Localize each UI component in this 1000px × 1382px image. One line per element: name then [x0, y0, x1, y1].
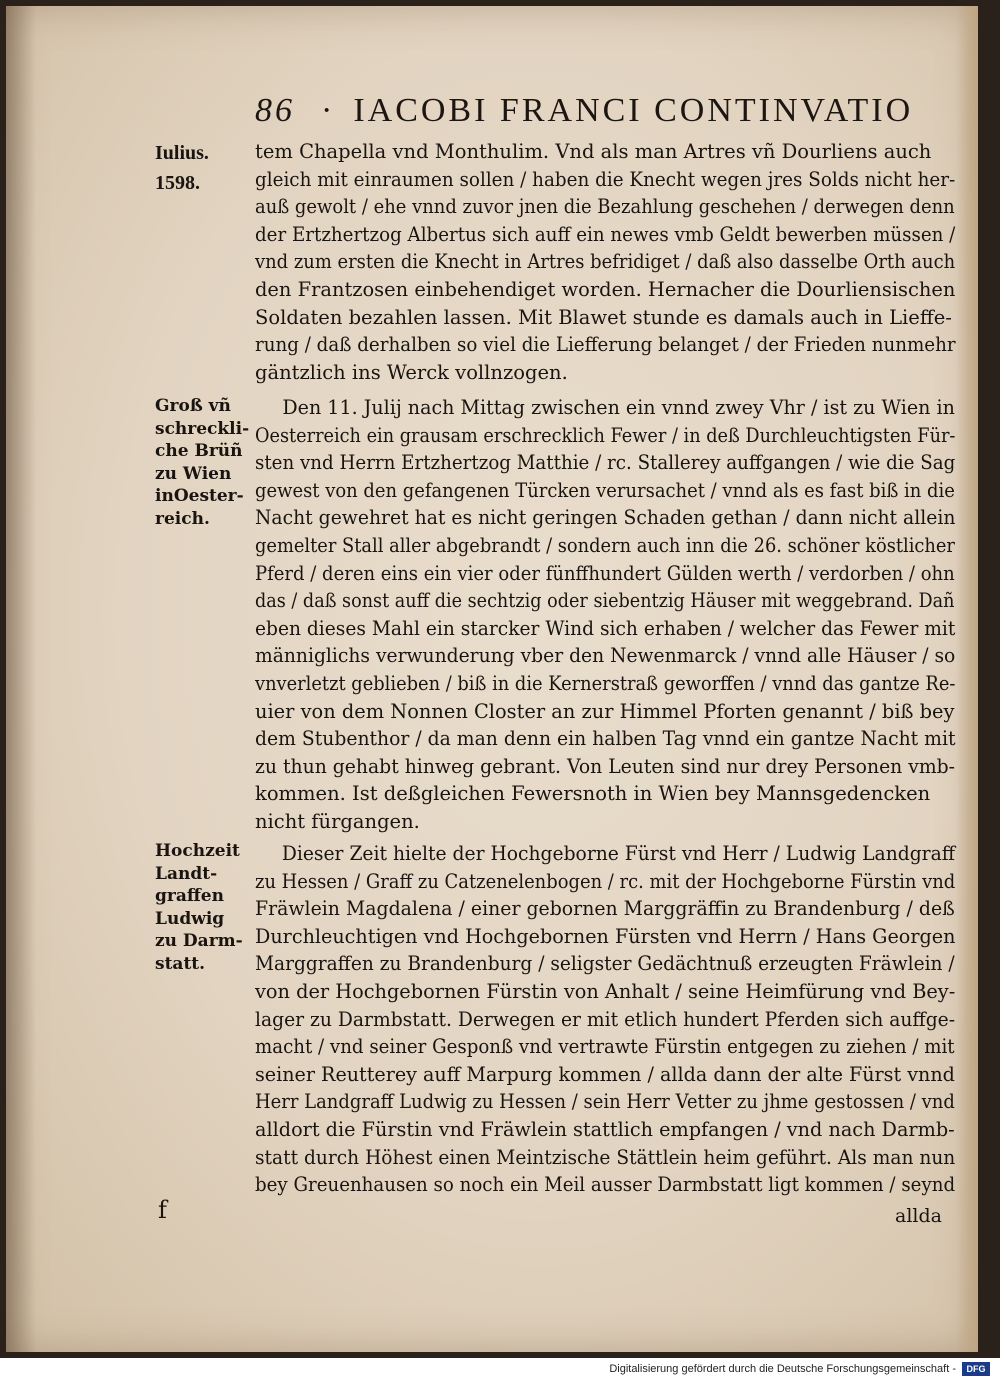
text-line: Nacht gewehret hat es nicht geringen Schaden gethan / dann nicht allein: [255, 506, 956, 530]
text-line: Den 11. Julij nach Mittag zwischen ein vnnd zwey Vhr / ist zu Wien in: [282, 396, 955, 419]
text-line: lager zu Darmbstatt. Derwegen er mit etlich hundert Pferden sich auffge-: [255, 1007, 956, 1031]
margin-note-line: che Brüñ: [155, 441, 243, 461]
text-line: Dieser Zeit hielte der Hochgeborne Fürst vnd Herr / Ludwig Landgraff: [281, 842, 956, 865]
text-line: gäntzlich ins Werck vollnzogen.: [255, 360, 568, 384]
margin-note-fire: [155, 395, 255, 530]
text-line: gleich mit einraumen sollen / haben die Knecht wegen jres Solds nicht her-: [255, 167, 956, 191]
funding-credit: Digitalisierung gefördert durch die Deutsche Forschungsgemeinschaft -: [609, 1363, 956, 1375]
text-line: männiglichs verwunderung vber den Newenmarck / vnnd alle Häuser / so: [255, 644, 956, 668]
catchword: allda: [895, 1205, 942, 1227]
running-title: IACOBI FRANCI CONTINVATIO: [353, 92, 914, 129]
text-line: gemelter Stall aller abgebrandt / sondern auch inn die 26. schöner köstlicher: [255, 533, 955, 557]
text-line: bey Greuenhausen so noch ein Meil ausser Darmbstatt ligt kommen / seynd: [255, 1173, 956, 1197]
margin-note-line: Iulius.: [155, 142, 209, 164]
text-line: den Frantzosen einbehendiget worden. Hernacher die Dourliensischen: [255, 277, 956, 301]
text-line: Herr Landgraff Ludwig zu Hessen / sein Herr Vetter zu jhme gestossen / vnd: [255, 1090, 955, 1114]
margin-note-line: zu Darm-: [155, 931, 243, 951]
dfg-logo: DFG: [962, 1362, 990, 1376]
margin-note-line: Hochzeit: [155, 841, 240, 861]
margin-note-line: zu Wien: [155, 463, 232, 484]
text-line: dem Stubenthor / da man denn ein halben Tag vnnd ein gantze Nacht mit: [255, 727, 956, 751]
text-line: rung / daß derhalben so viel die Liefferung belanget / der Frieden nunmehr: [255, 333, 956, 357]
text-line: seiner Reutterey auff Marpurg kommen / allda dann der alte Fürst vnnd: [255, 1062, 955, 1086]
text-line: Soldaten bezahlen lassen. Mit Blawet stunde es damals auch in Lieffe-: [255, 305, 952, 329]
running-header: 86 · IACOBI FRANCI CONTINVATIO: [255, 92, 914, 129]
margin-note-line: inOester-: [155, 486, 244, 506]
margin-note-line: reich.: [155, 508, 210, 529]
text-line: statt durch Höhest einen Meintzische Stättlein heim geführt. Als man nun: [255, 1145, 956, 1169]
text-line: das / daß sonst auff die sechtzig oder siebentzig Häuser mit weggebrand. Dañ: [255, 589, 955, 613]
text-line: vnd zum ersten die Knecht in Artres befridiget / daß also dasselbe Orth auch: [255, 250, 956, 274]
text-line: vnverletzt geblieben / biß in die Kernerstraß geworffen / vnnd das gantze Re-: [255, 671, 956, 695]
margin-note-line: graffen: [155, 886, 224, 906]
margin-note-line: statt.: [155, 953, 206, 974]
page-number: 86: [255, 92, 295, 129]
text-line: kommen. Ist deßgleichen Fewersnoth in Wien bey Mannsgedencken: [255, 782, 931, 806]
margin-note-line: schreckli-: [155, 418, 250, 439]
text-line: Durchleuchtigen vnd Hochgebornen Fürsten vnd Herrn / Hans Georgen: [255, 924, 956, 948]
text-line: macht / vnd seiner Gesponß vnd vertrawte Fürstin entgegen zu ziehen / mit: [255, 1035, 955, 1059]
text-line: von der Hochgebornen Fürstin von Anhalt / seine Heimfürung vnd Bey-: [255, 979, 956, 1003]
signature-mark: f: [158, 1196, 167, 1224]
text-line: alldort die Fürstin vnd Fräwlein stattlich empfangen / vnd nach Darmb-: [255, 1117, 955, 1141]
footer-bar: [0, 1358, 1000, 1382]
paragraph-3: [255, 840, 955, 1199]
margin-note-line: Landt-: [155, 863, 218, 884]
margin-note-line: 1598.: [155, 172, 200, 194]
text-line: der Ertzhertzog Albertus sich auff ein newes vmb Geldt bewerben müssen /: [255, 222, 956, 246]
margin-note-line: Groß vñ: [155, 396, 231, 416]
text-line: Fräwlein Magdalena / einer gebornen Marggräffin zu Brandenburg / deß: [255, 897, 955, 921]
margin-note-wedding: [155, 840, 255, 975]
text-line: gewest von den gefangenen Türcken verursachet / vnnd als es fast biß in die: [255, 478, 955, 502]
page-edge: [956, 6, 978, 1352]
text-line: zu thun gehabt hinweg gebrant. Von Leuten sind nur drey Personen vmb-: [255, 754, 956, 778]
text-line: Marggraffen zu Brandenburg / seligster Gedächtnuß erzeugten Fräwlein /: [255, 952, 955, 976]
margin-note-line: Ludwig: [155, 908, 225, 929]
paragraph-2: [255, 394, 955, 836]
gutter-shadow: [6, 6, 36, 1352]
text-line: auß gewolt / ehe vnnd zuvor jnen die Bezahlung geschehen / derwegen denn: [255, 195, 955, 219]
text-line: tem Chapella vnd Monthulim. Vnd als man Artres vñ Dourliens auch: [255, 140, 932, 163]
text-line: Pferd / deren eins ein vier oder fünffhundert Gülden werth / verdorben / ohn: [255, 561, 955, 585]
text-line: Oesterreich ein grausam erschrecklich Fewer / in deß Durchleuchtigsten Für-: [255, 423, 956, 447]
text-line: uier von dem Nonnen Closter an zur Himmel Pforten genannt / biß bey: [255, 699, 955, 723]
text-line: eben dieses Mahl ein starcker Wind sich erhaben / welcher das Fewer mit: [255, 616, 956, 640]
text-line: sten vnd Herrn Ertzhertzog Matthie / rc. Stallerey auffgangen / wie die Sag: [255, 451, 956, 475]
text-line: nicht fürgangen.: [255, 809, 420, 833]
margin-note-date: [155, 138, 255, 198]
paragraph-1: [255, 138, 955, 386]
text-line: zu Hessen / Graff zu Catzenelenbogen / rc. mit der Hochgeborne Fürstin vnd: [255, 869, 956, 893]
